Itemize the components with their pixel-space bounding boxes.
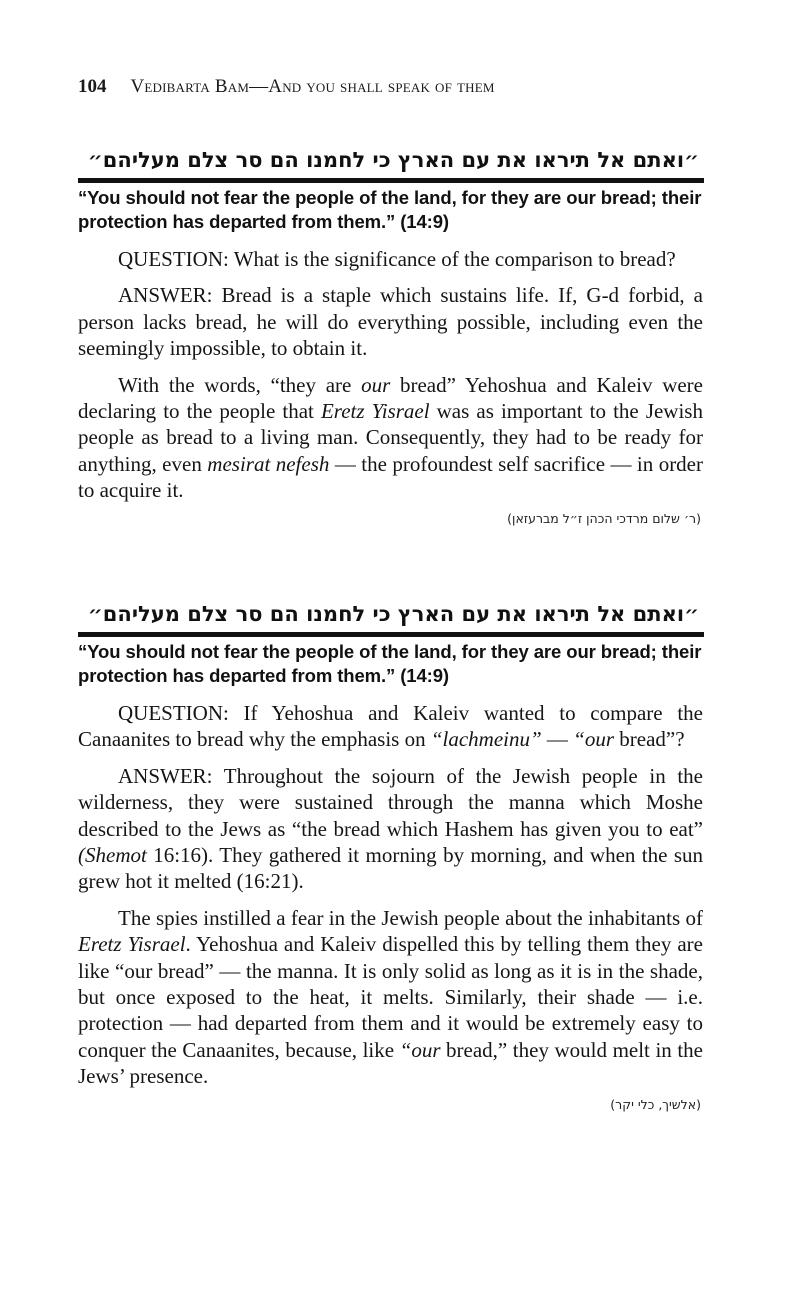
answer-paragraph: ANSWER: Throughout the sojourn of the Jewish people in the wilderness, they were sustained through the manna which Moshe described to the Jews as “the bread which Hashem has given you to eat” (Shemot 16:16). They gathered it morning by morning, and when the sun grew hot it melted (16:21).: [78, 763, 703, 894]
commentary-section-1: [78, 146, 703, 528]
book-title: Vedibarta Bam—And you shall speak of them: [130, 76, 495, 97]
source-citation: (ר׳ שלום מרדכי הכהן ז״ל מברעזאן): [507, 510, 701, 526]
answer-paragraph: ANSWER: Bread is a staple which sustains life. If, G-d forbid, a person lacks bread, he will do everything possible, including even the seemingly impossible, to obtain it.: [78, 283, 703, 361]
hebrew-verse-heading: ״ואתם אל תיראו את עם הארץ כי לחמנו הם סר צלם מעליהם״: [87, 148, 699, 172]
commentary-section-2: [78, 600, 703, 1114]
hebrew-verse-heading: ״ואתם אל תיראו את עם הארץ כי לחמנו הם סר צלם מעליהם״: [87, 602, 699, 626]
question-paragraph: QUESTION: What is the significance of the comparison to bread?: [118, 247, 676, 271]
source-citation: (אלשיך, כלי יקר): [610, 1096, 701, 1112]
question-paragraph: QUESTION: If Yehoshua and Kaleiv wanted to compare the Canaanites to bread why the emphasis on “lachmeinu” — “our bread”?: [78, 701, 703, 752]
verse-translation: “You should not fear the people of the land, for they are our bread; their protection has departed from them.” (14:9): [78, 187, 702, 232]
heading-rule: [78, 178, 704, 183]
page-number: 104: [78, 76, 107, 97]
heading-rule: [78, 632, 704, 637]
running-header: [78, 76, 703, 98]
explanation-paragraph: The spies instilled a fear in the Jewish people about the inhabitants of Eretz Yisrael. Yehoshua and Kaleiv dispelled this by telling them they are like “our bread” — the manna. It is only solid as long as it is in the shade, but once exposed to the heat, it melts. Similarly, their shade — i.e. protection — had departed from them and it would be extremely easy to conquer the Canaanites, because, like “our bread,” they would melt in the Jews’ presence.: [78, 905, 703, 1089]
verse-translation: “You should not fear the people of the land, for they are our bread; their protection has departed from them.” (14:9): [78, 641, 702, 686]
explanation-paragraph: With the words, “they are our bread” Yehoshua and Kaleiv were declaring to the people that Eretz Yisrael was as important to the Jewish people as bread to a living man. Consequently, they had to be ready for anything, even mesirat nefesh — the profoundest self sacrifice — in order to acquire it.: [78, 372, 704, 503]
